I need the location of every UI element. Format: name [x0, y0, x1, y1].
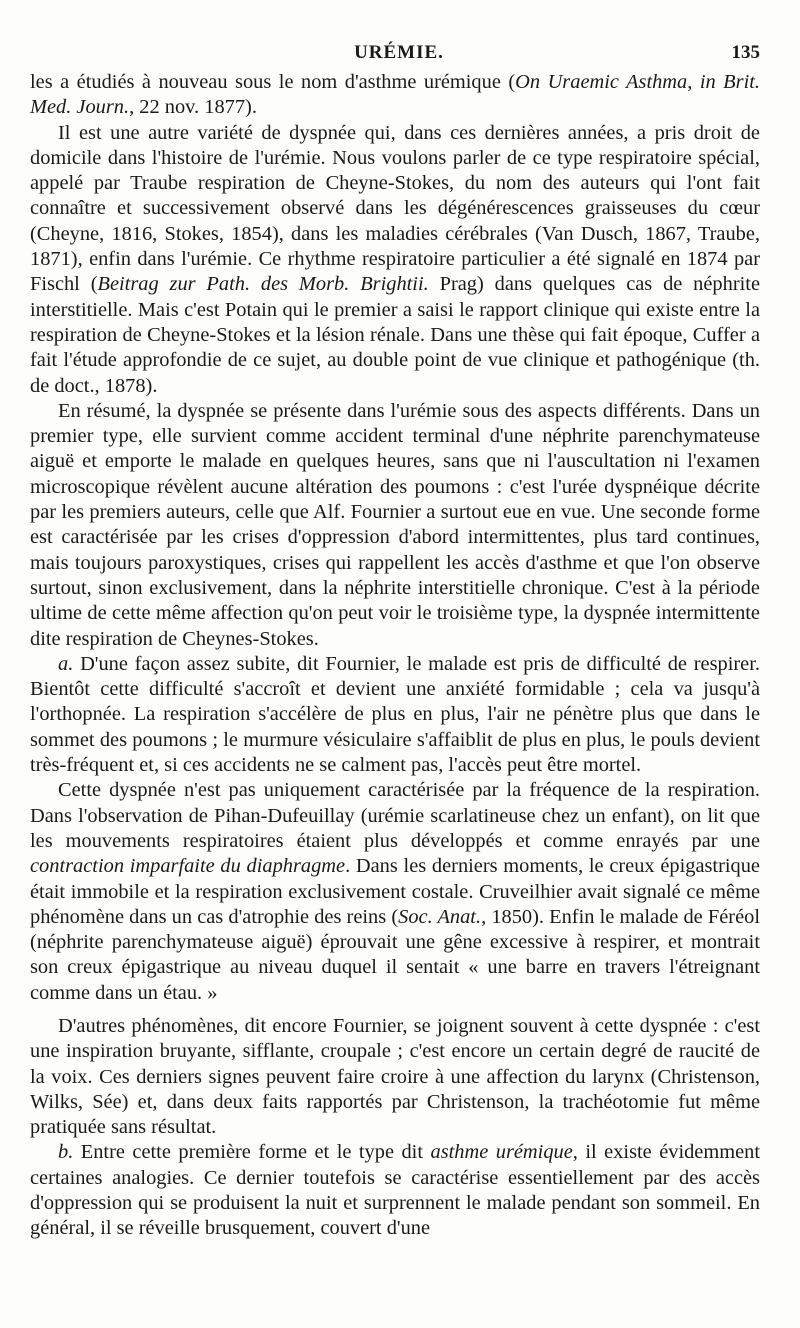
page-number: 135 — [731, 42, 760, 63]
paragraph: b. Entre cette première forme et le type dit asthme urémique, il existe évidemment certaines analogies. Ce dernier toutefois se caractérise essentiellement par des accès d'oppression qui se produisent la nuit et surprennent le malade pendant son sommeil. En général, il se réveille brusquement, couvert d'une — [30, 1141, 760, 1240]
italic-text: a. — [58, 652, 74, 675]
page-header — [30, 36, 760, 70]
paragraph: a. D'une façon assez subite, dit Fournier, le malade est pris de difficulté de respirer. Bientôt cette difficulté s'accroît et devient une anxiété formidable ; cela va jusqu'à l'orthopnée. La respiration s'accélère de plus en plus, l'air ne pénètre plus que dans le sommet des poumons ; le murmure vésiculaire s'affaiblit de plus en plus, le pouls devient très-fréquent et, si ces accidents ne se calment pas, l'accès peut être mortel. — [30, 652, 760, 777]
paragraph: Il est une autre variété de dyspnée qui, dans ces dernières années, a pris droit de domicile dans l'histoire de l'urémie. Nous voulons parler de ce type respiratoire spécial, appelé par Traube respiration de Cheyne-Stokes, du nom des auteurs qui l'ont fait connaître et successivement observé dans les dégénérescences graisseuses du cœur (Cheyne, 1816, Stokes, 1854), dans les maladies cérébrales (Van Dusch, 1867, Traube, 1871), enfin dans l'urémie. Ce rhythme respiratoire particulier a été signalé en 1874 par Fischl (Beitrag zur Path. des Morb. Brightii. Prag) dans quelques cas de néphrite interstitielle. Mais c'est Potain qui le premier a saisi le rapport clinique qui existe entre la respiration de Cheyne-Stokes et la lésion rénale. Dans une thèse qui fait époque, Cuffer a fait l'étude approfondie de ce sujet, au double point de vue clinique et pathogénique (th. de doct., 1878). — [30, 121, 760, 397]
italic-text: b. — [58, 1141, 74, 1164]
italic-text: Soc. Anat. — [398, 905, 482, 928]
italic-text: contraction imparfaite du diaphragme — [30, 855, 346, 878]
paragraph: D'autres phénomènes, dit encore Fournier, se joignent souvent à cette dyspnée : c'est une inspiration bruyante, sifflante, croupale ; c'est encore un certain degré de raucité de la voix. Ces derniers signes peuvent faire croire à une affection du larynx (Christenson, Wilks, Sée) et, dans deux faits rapportés par Christenson, la trachéotomie fut même pratiquée sans résultat. — [30, 1014, 760, 1139]
body-text — [30, 70, 760, 1242]
running-title: URÉMIE. — [354, 42, 444, 63]
paragraph: Cette dyspnée n'est pas uniquement caractérisée par la fréquence de la respiration. Dans l'observation de Pihan-Dufeuillay (urémie scarlatineuse chez un enfant), on lit que les mouvements respiratoires étaient plus développés et comme enrayés par une contraction imparfaite du diaphragme. Dans les derniers moments, le creux épigastrique était immobile et la respiration exclusivement costale. Cruveilhier avait signalé ce même phénomène dans un cas d'atrophie des reins (Soc. Anat., 1850). Enfin le malade de Féréol (néphrite parenchymateuse aiguë) éprouvait une gêne excessive à respirer, et montrait son creux épigastrique au niveau duquel il sentait « une barre en travers l'étreignant comme dans un étau. » — [30, 779, 760, 1004]
italic-text: asthme urémique — [430, 1141, 573, 1164]
italic-text: On Uraemic Asthma, in Brit. Med. Journ. — [30, 71, 760, 119]
italic-text: Beitrag zur Path. des Morb. Brightii. — [97, 273, 429, 296]
paragraph: En résumé, la dyspnée se présente dans l'urémie sous des aspects différents. Dans un premier type, elle survient comme accident terminal d'une néphrite parenchymateuse aiguë et emporte le malade en quelques heures, sans que ni l'auscultation ni l'examen microscopique révèlent aucune altération des poumons : c'est l'urée dyspnéique décrite par les premiers auteurs, celle que Alf. Fournier a surtout eue en vue. Une seconde forme est caractérisée par les crises d'oppression d'abord intermittentes, plus tard continues, mais toujours paroxystiques, crises qui rappellent les accès d'asthme et que l'on observe surtout, sinon exclusivement, dans la néphrite interstitielle chronique. C'est à la période ultime de cette même affection qu'on peut voir le troisième type, la dyspnée intermittente dite respiration de Cheynes-Stokes. — [30, 399, 760, 650]
paragraph: les a étudiés à nouveau sous le nom d'asthme urémique (On Uraemic Asthma, in Brit. Med. Journ., 22 nov. 1877). — [30, 71, 760, 119]
